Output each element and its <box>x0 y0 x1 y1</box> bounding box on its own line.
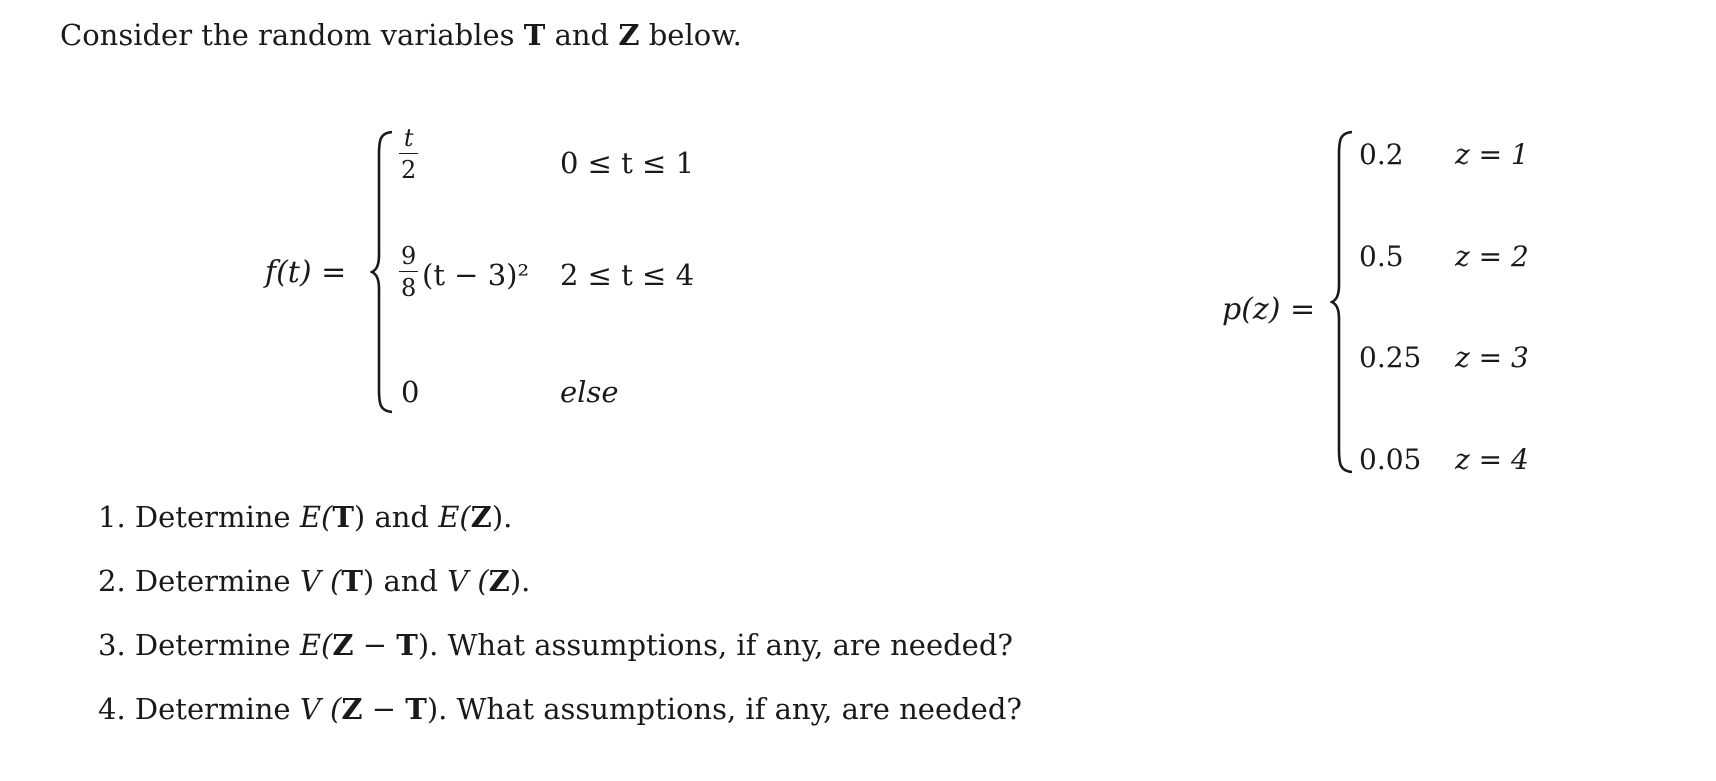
question-a-operator: E( <box>299 500 333 534</box>
f-case1-numerator: t <box>403 124 414 152</box>
f-case2-expression: (t − 3)² <box>422 258 530 292</box>
question-list <box>98 500 1022 756</box>
question-b-operator: E( <box>438 500 471 534</box>
f-case1-fraction-bar <box>399 153 418 154</box>
intro-after: below. <box>639 18 742 52</box>
f-case1-condition: 0 ≤ t ≤ 1 <box>560 146 695 180</box>
question-number: 4. <box>98 692 126 726</box>
intro-middle: and <box>545 18 619 52</box>
intro-var-t: T <box>523 18 546 52</box>
p-case3-condition: z = 3 <box>1455 341 1529 374</box>
question-post: ). <box>417 628 439 662</box>
question-pre: Determine <box>134 692 300 726</box>
f-case2-fraction <box>399 244 418 300</box>
f-case2-fraction-bar <box>399 271 418 272</box>
question-item <box>98 500 1022 564</box>
question-pre: Determine <box>134 628 300 662</box>
question-post: ). <box>509 564 531 598</box>
question-pre: Determine <box>134 564 300 598</box>
f-case3-condition: else <box>560 375 619 409</box>
p-case1-value: 0.2 <box>1359 138 1404 171</box>
question-b-variable: T <box>405 692 427 726</box>
f-left-brace <box>370 130 396 414</box>
p-case2-condition: z = 2 <box>1455 240 1529 273</box>
p-case4-condition: z = 4 <box>1455 443 1529 476</box>
question-tail: What assumptions, if any, are needed? <box>447 692 1022 726</box>
question-post: ). <box>426 692 448 726</box>
question-a-operator: V ( <box>299 692 342 726</box>
question-mid: − <box>362 692 406 726</box>
question-mid: − <box>353 628 397 662</box>
f-case3-value: 0 <box>401 375 420 409</box>
question-item <box>98 564 1022 628</box>
question-pre: Determine <box>134 500 300 534</box>
intro-var-z: Z <box>618 18 640 52</box>
question-mid: ) and <box>362 564 448 598</box>
f-case2-numerator: 9 <box>401 242 417 270</box>
question-a-variable: T <box>332 500 354 534</box>
question-tail: What assumptions, if any, are needed? <box>438 628 1013 662</box>
p-left-brace <box>1330 130 1356 474</box>
f-case2-condition: 2 ≤ t ≤ 4 <box>560 258 695 292</box>
question-number: 1. <box>98 500 126 534</box>
p-case1-condition: z = 1 <box>1455 138 1529 171</box>
question-a-variable: Z <box>341 692 363 726</box>
question-a-variable: Z <box>332 628 354 662</box>
p-case3-value: 0.25 <box>1359 341 1422 374</box>
question-b-variable: Z <box>470 500 492 534</box>
question-b-variable: Z <box>488 564 510 598</box>
p-case2-value: 0.5 <box>1359 240 1404 273</box>
question-a-operator: V ( <box>299 564 342 598</box>
p-case4-value: 0.05 <box>1359 443 1422 476</box>
intro-before: Consider the random variables <box>60 18 524 52</box>
f-case1-denominator: 2 <box>401 156 417 184</box>
f-lhs: f(t) = <box>265 255 347 290</box>
f-case2-denominator: 8 <box>401 274 417 302</box>
question-a-variable: T <box>341 564 363 598</box>
question-mid: ) and <box>353 500 439 534</box>
p-lhs: p(z) = <box>1222 292 1316 327</box>
question-item <box>98 628 1022 692</box>
f-case1-fraction <box>399 126 418 182</box>
question-item <box>98 692 1022 756</box>
question-post: ). <box>491 500 513 534</box>
question-a-operator: E( <box>299 628 333 662</box>
question-number: 3. <box>98 628 126 662</box>
intro-text <box>60 18 742 52</box>
question-b-operator: V ( <box>447 564 489 598</box>
question-b-variable: T <box>396 628 418 662</box>
question-number: 2. <box>98 564 126 598</box>
